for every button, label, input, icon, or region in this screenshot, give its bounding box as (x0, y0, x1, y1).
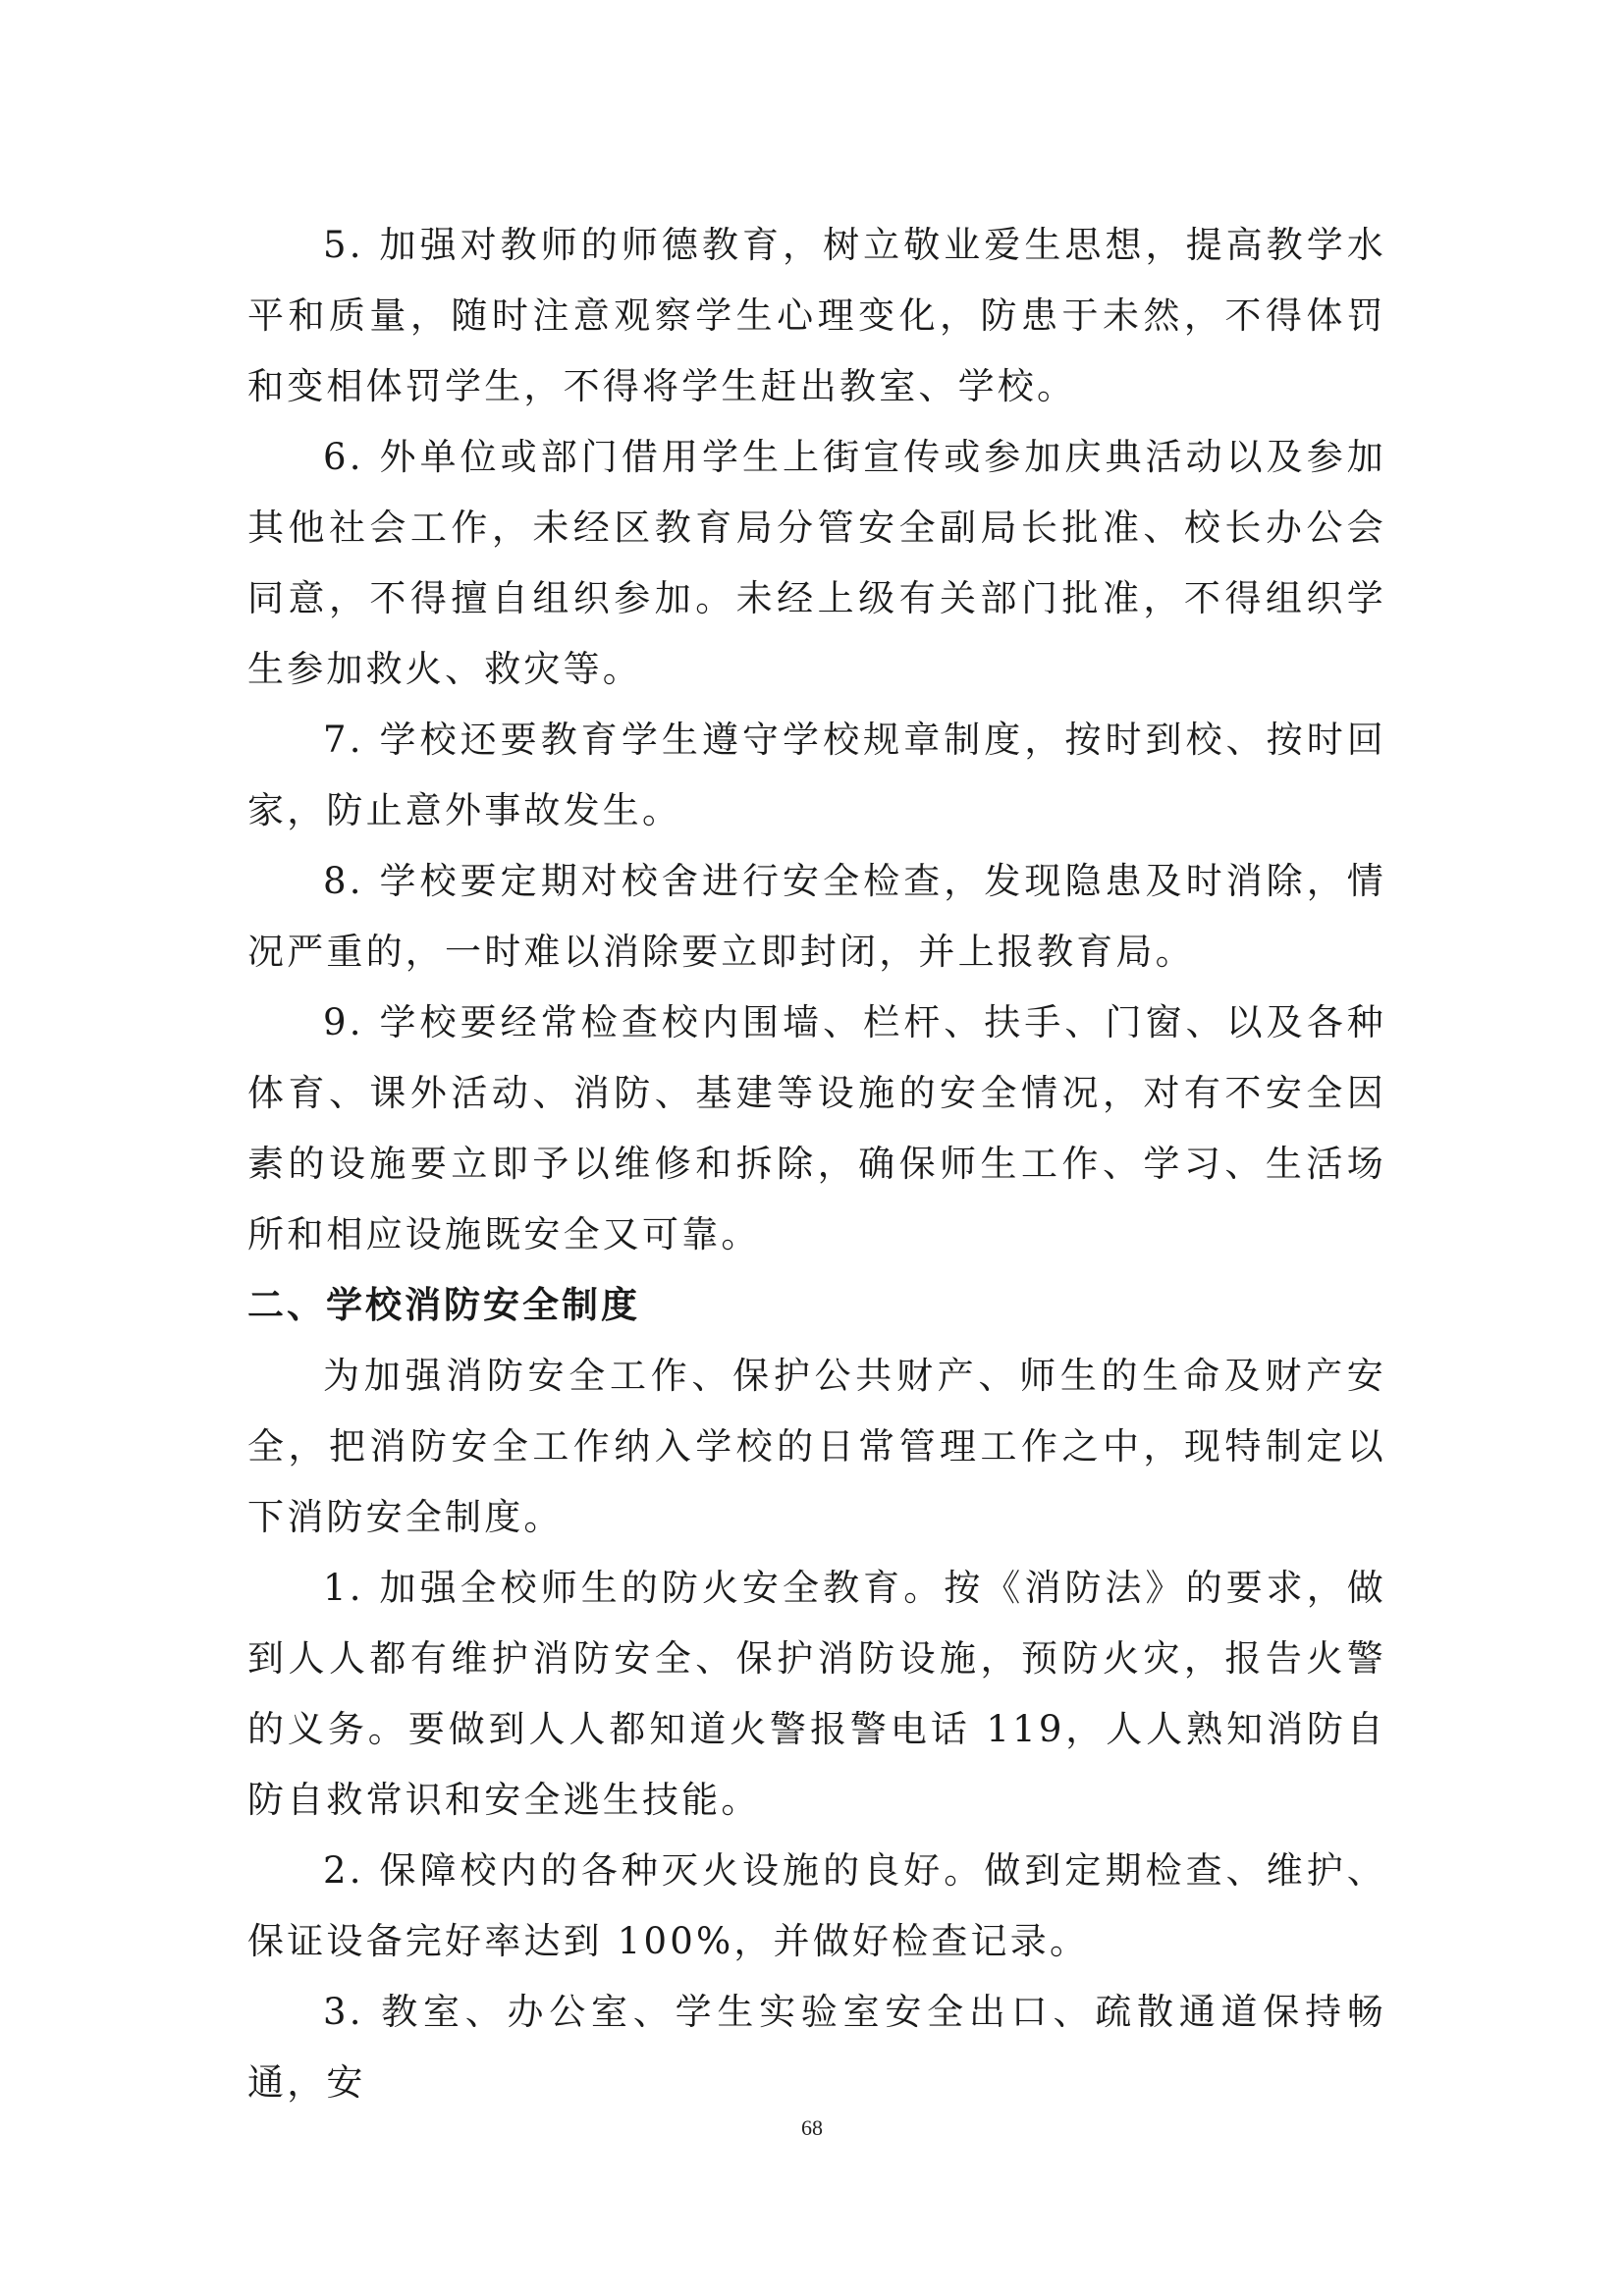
paragraph-item-6: 6. 外单位或部门借用学生上街宣传或参加庆典活动以及参加其他社会工作，未经区教育局分管安全副局长批准、校长办公会同意，不得擅自组织参加。未经上级有关部门批准，不得组织学生参加救火、救灾等。 (247, 436, 1386, 690)
paragraph-item-7: 7. 学校还要教育学生遵守学校规章制度，按时到校、按时回家，防止意外事故发生。 (247, 719, 1386, 831)
fire-rule-2-paragraph: 2. 保障校内的各种灭火设施的良好。做到定期检查、维护、保证设备完好率达到 100%，并做好检查记录。 (247, 1849, 1386, 1962)
paragraph-item-8: 8. 学校要定期对校舍进行安全检查，发现隐患及时消除，情况严重的，一时难以消除要立即封闭，并上报教育局。 (247, 860, 1386, 973)
document-body (247, 210, 1386, 2118)
paragraph-item-9: 9. 学校要经常检查校内围墙、栏杆、扶手、门窗、以及各种体育、课外活动、消防、基建等设施的安全情况，对有不安全因素的设施要立即予以维修和拆除，确保师生工作、学习、生活场所和相应设施既安全又可靠。 (247, 1001, 1386, 1255)
section-heading: 二、学校消防安全制度 (247, 1284, 640, 1326)
fire-rule-3-paragraph: 3. 教室、办公室、学生实验室安全出口、疏散通道保持畅通，安 (247, 1991, 1386, 2104)
fire-rule-1-paragraph: 1. 加强全校师生的防火安全教育。按《消防法》的要求，做到人人都有维护消防安全、保护消防设施，预防火灾，报告火警的义务。要做到人人都知道火警报警电话 119，人人熟知消防自防自救常识和安全逃生技能。 (247, 1567, 1386, 1821)
section-intro-paragraph: 为加强消防安全工作、保护公共财产、师生的生命及财产安全，把消防安全工作纳入学校的日常管理工作之中，现特制定以下消防安全制度。 (247, 1355, 1386, 1538)
paragraph-item-5: 5. 加强对教师的师德教育，树立敬业爱生思想，提高教学水平和质量，随时注意观察学生心理变化，防患于未然，不得体罚和变相体罚学生，不得将学生赶出教室、学校。 (247, 224, 1386, 407)
page-number: 68 (801, 2115, 823, 2140)
